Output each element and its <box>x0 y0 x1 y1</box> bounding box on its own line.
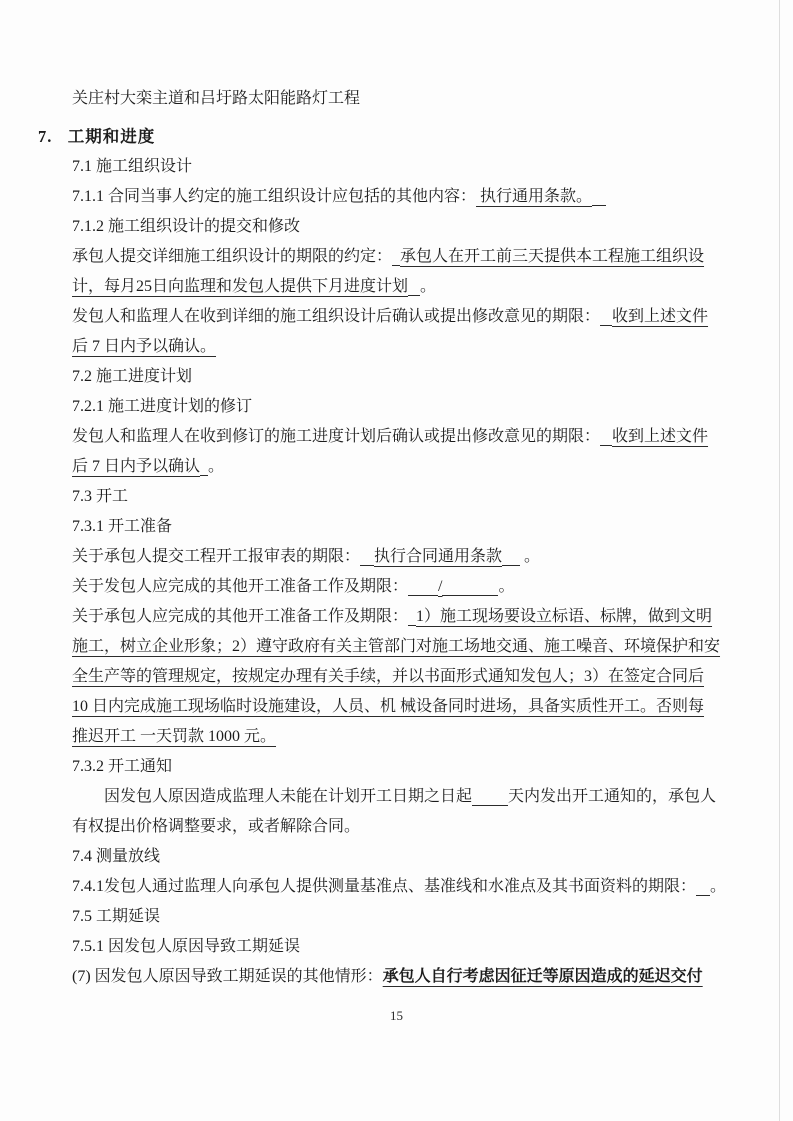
heading-7-1-2 <box>72 212 717 242</box>
static-text: 7.3.1 开工准备 <box>72 518 173 535</box>
clause-start-report <box>72 542 717 572</box>
fill-in-text: 收到上述文件 <box>612 428 709 445</box>
heading-7-5 <box>72 902 717 932</box>
static-text: 7.5 工期延误 <box>72 908 161 925</box>
static-text: 。 <box>420 278 437 295</box>
clause-start-notice-2 <box>72 812 717 842</box>
static-text: 因发包人原因造成监理人未能在计划开工日期之日起 <box>104 788 473 805</box>
fill-in-blank <box>408 585 438 596</box>
fill-in-text: 承包人在开工前三天提供本工程施工组织设 <box>400 248 705 265</box>
static-text: 发包人和监理人在收到详细的施工组织设计后确认或提出修改意见的期限： <box>72 308 601 325</box>
clause-7-4-1 <box>72 872 727 902</box>
clause-contractor-prep-1 <box>72 602 717 632</box>
fill-in-blank <box>472 795 508 806</box>
fill-in-text: 承包人自行考虑因征迁等原因造成的延迟交付 <box>382 968 703 985</box>
heading-7-3-1 <box>72 512 717 542</box>
heading-7-1 <box>72 152 717 182</box>
clause-contractor-prep-2 <box>72 632 721 662</box>
static-text: (7) 因发包人原因导致工期延误的其他情形： <box>72 968 383 985</box>
static-text: 7.1.1 合同当事人约定的施工组织设计应包括的其他内容： <box>72 188 477 205</box>
fill-in-text: 执行合同通用条款 <box>374 548 503 565</box>
fill-in-text: 执行通用条款。 <box>476 188 593 205</box>
clause-submit-deadline-1 <box>72 242 717 272</box>
fill-in-text: 全生产等的管理规定，按规定办理有关手续，并以书面形式通知发包人；3）在签定合同后 <box>72 668 705 685</box>
clause-contractor-prep-4 <box>72 692 717 722</box>
clause-confirm-schedule-1 <box>72 422 717 452</box>
fill-in-text: 1）施工现场要设立标语、标牌，做到文明 <box>416 608 713 625</box>
clause-contractor-prep-3 <box>72 662 717 692</box>
fill-in-blank <box>600 315 612 326</box>
fill-in-text: 后 7 日内予以确认。 <box>72 338 217 355</box>
static-text: 关于发包人应完成的其他开工准备工作及期限： <box>72 578 409 595</box>
clause-confirm-design-1 <box>72 302 717 332</box>
static-text: 7. 工期和进度 <box>38 127 156 146</box>
heading-7-4 <box>72 842 717 872</box>
fill-in-blank <box>600 435 612 446</box>
clause-confirm-schedule-2 <box>72 452 717 482</box>
clause-contractor-prep-5 <box>72 722 717 752</box>
fill-in-blank <box>360 555 374 566</box>
static-text: 。 <box>710 878 727 895</box>
scan-artifact-line <box>779 0 780 1121</box>
fill-in-text: 计，每月25日向监理和发包人提供下月进度计划 <box>72 278 409 295</box>
heading-7-3-2 <box>72 752 717 782</box>
clause-employer-prep <box>72 572 717 602</box>
static-text: 发包人和监理人在收到修订的施工进度计划后确认或提出修改意见的期限： <box>72 428 601 445</box>
static-text: 。 <box>208 458 225 475</box>
heading-7 <box>38 122 717 152</box>
heading-7-5-1 <box>72 932 717 962</box>
fill-in-blank <box>442 585 498 596</box>
static-text: 7.3.2 开工通知 <box>72 758 173 775</box>
fill-in-blank <box>200 465 208 476</box>
fill-in-text: 后 7 日内予以确认 <box>72 458 201 475</box>
project-title <box>72 84 717 114</box>
static-text: 。 <box>498 578 515 595</box>
static-text: 7.5.1 因发包人原因导致工期延误 <box>72 938 301 955</box>
static-text: 7.3 开工 <box>72 488 129 505</box>
static-text: 7.2 施工进度计划 <box>72 368 193 385</box>
static-text: 7.4.1发包人通过监理人向承包人提供测量基准点、基准线和水准点及其书面资料的期限： <box>72 878 697 895</box>
fill-in-text: 施工，树立企业形象；2）遵守政府有关主管部门对施工场地交通、施工噪音、环境保护和安 <box>72 638 721 655</box>
static-text: 7.4 测量放线 <box>72 848 161 865</box>
static-text: 关庄村大栾主道和吕圩路太阳能路灯工程 <box>72 90 361 107</box>
static-text: 关于承包人应完成的其他开工准备工作及期限： <box>72 608 409 625</box>
static-text: 天内发出开工通知的，承包人 <box>508 788 717 805</box>
fill-in-blank <box>592 195 606 206</box>
page-number: 15 <box>390 1008 403 1023</box>
clause-7-5-1-item7 <box>72 962 717 992</box>
fill-in-blank <box>392 255 400 266</box>
clause-confirm-design-2 <box>72 332 717 362</box>
document-body <box>38 84 727 992</box>
fill-in-blank <box>408 615 416 626</box>
static-text: 7.1.2 施工组织设计的提交和修改 <box>72 218 301 235</box>
fill-in-blank <box>502 555 520 566</box>
heading-7-2-1 <box>72 392 717 422</box>
fill-in-text: / <box>438 578 443 595</box>
static-text: 7.2.1 施工进度计划的修订 <box>72 398 253 415</box>
static-text: 。 <box>520 548 541 565</box>
static-text: 7.1 施工组织设计 <box>72 158 193 175</box>
fill-in-text: 收到上述文件 <box>612 308 709 325</box>
fill-in-blank <box>408 285 420 296</box>
heading-7-3 <box>72 482 717 512</box>
clause-start-notice-1 <box>72 782 717 812</box>
heading-7-2 <box>72 362 717 392</box>
static-text: 关于承包人提交工程开工报审表的期限： <box>72 548 361 565</box>
clause-submit-deadline-2 <box>72 272 717 302</box>
fill-in-text: 推迟开工 一天罚款 1000 元。 <box>72 728 277 745</box>
fill-in-blank <box>696 885 710 896</box>
clause-7-1-1 <box>72 182 717 212</box>
static-text: 承包人提交详细施工组织设计的期限的约定： <box>72 248 393 265</box>
fill-in-text: 10 日内完成施工现场临时设施建设，人员、机 械设备同时进场，具备实质性开工。否则每 <box>72 698 705 715</box>
static-text: 有权提出价格调整要求，或者解除合同。 <box>72 818 361 835</box>
